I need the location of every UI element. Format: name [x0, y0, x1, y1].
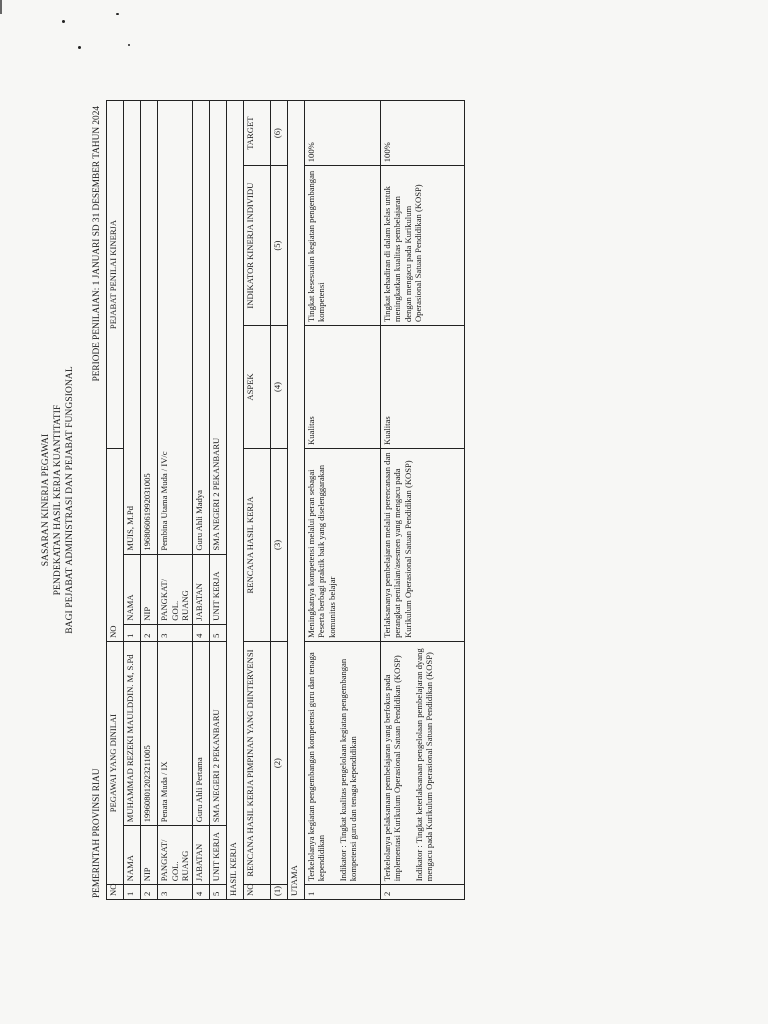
column-number-row	[270, 101, 287, 900]
field-value: Pembina Utama Muda / IV/c	[158, 101, 193, 555]
section-row	[226, 101, 243, 900]
field-value: MUIS, M.Pd	[124, 101, 141, 555]
result-no: 2	[380, 885, 464, 900]
work-plan: Meningkatnya kompetensi melalui peran sebagai Peserta berbagi praktik baik yang diselenggarakan komunitas belajar	[304, 448, 380, 641]
section-label: HASIL KERJA	[226, 101, 243, 900]
row-no: 3	[158, 885, 193, 900]
field-label: NIP	[141, 554, 158, 624]
indicator: Tingkat kesesuaian kegiatan pengembangan kompetensi	[304, 166, 380, 326]
col-header-target: TARGET	[243, 101, 270, 166]
field-label: UNIT KERJA	[209, 826, 226, 885]
scan-speck	[62, 20, 65, 23]
leader-plan-cell	[380, 641, 464, 884]
aspect: Kualitas	[380, 326, 464, 449]
col-number: (1)	[270, 885, 287, 900]
col-header-leader-plan: RENCANA HASIL KERJA PIMPINAN YANG DIINTERVENSI	[243, 641, 270, 884]
col-header-indicator: INDIKATOR KINERJA INDIVIDU	[243, 166, 270, 326]
row-no: 3	[158, 624, 193, 641]
header-subtitle: PENDEKATAN HASIL KERJA KUANTITATIF	[53, 404, 63, 596]
header-subtitle-2: BAGI PEJABAT ADMINISTRASI DAN PEJABAT FUNGSIONAL	[65, 366, 75, 634]
identity-row	[209, 101, 226, 900]
result-no: 1	[304, 885, 380, 900]
row-no: 4	[192, 624, 209, 641]
field-label: JABATAN	[192, 826, 209, 885]
scan-speck	[78, 46, 81, 49]
field-label: NIP	[141, 826, 158, 885]
document-header	[40, 100, 76, 900]
leader-plan-indicator: Indikator : Tingkat kualitas pengelolaan kegiatan pengembangan kompetensi guru dan tenaga kependidikan	[337, 658, 358, 882]
field-value: Guru Ahli Madya	[192, 101, 209, 555]
field-value: MUHAMMAD REZEKI MAULDDIN. M, S.Pd	[124, 641, 141, 825]
result-row	[304, 101, 380, 900]
identity-row	[158, 101, 193, 900]
skp-table	[106, 100, 465, 900]
result-row	[380, 101, 464, 900]
field-value: Guru Ahli Pertama	[192, 641, 209, 825]
field-value: SMA NEGERI 2 PEKANBARU	[209, 101, 226, 555]
scan-speck	[128, 44, 130, 46]
assessment-period: PERIODE PENILAIAN: 1 JANUARI SD 31 DESEMBER TAHUN 2024	[92, 106, 102, 382]
field-value: 196806061992031005	[141, 101, 158, 555]
col-number: (3)	[270, 448, 287, 641]
field-label: NAMA	[124, 826, 141, 885]
row-no: 4	[192, 885, 209, 900]
field-value: 199608012023211005	[141, 641, 158, 825]
leader-plan: Terkelolanya kegiatan pengembangan kompetensi guru dan tenaga kependidikan	[305, 652, 326, 882]
work-plan: Terlaksananya pembelajaran melalui perencanaan dan perangkat penilaian/asesmen yang mengacu pada Kurikulum Operasional Satuan Pendidikan (KOSP)	[380, 448, 464, 641]
field-label: PANGKAT/ GOL. RUANG	[158, 826, 193, 885]
scan-edge-mark	[0, 0, 2, 14]
field-label: NAMA	[124, 554, 141, 624]
header-title: SASARAN KINERJA PEGAWAI	[41, 433, 51, 567]
field-label: PANGKAT/ GOL. RUANG	[158, 554, 193, 624]
rotated-document	[40, 100, 724, 900]
field-value: Penata Muda / IX	[158, 641, 193, 825]
field-label: JABATAN	[192, 554, 209, 624]
col-number: (2)	[270, 641, 287, 884]
col-number: (4)	[270, 326, 287, 449]
row-no: 1	[124, 885, 141, 900]
row-no: 2	[141, 624, 158, 641]
identity-row	[192, 101, 209, 900]
leader-plan: Terkelolanya pelaksanaan pembelajaran yang berfokus pada implementasi Kurikulum Operasional Satuan Pendidikan (KOSP)	[381, 655, 402, 882]
col-header-no: NO	[243, 885, 270, 900]
indicator: Tingkat kehadiran di dalam kelas untuk meningkatkan kualitas pembelajaran dengan mengacu pada Kurikulum Operasional Satuan Pendidikan (KOSP)	[380, 166, 464, 326]
row-no: 2	[141, 885, 158, 900]
row-no: 1	[124, 624, 141, 641]
field-label: UNIT KERJA	[209, 554, 226, 624]
result-header-row	[243, 101, 270, 900]
col-number: (6)	[270, 101, 287, 166]
identity-header-row	[107, 101, 124, 900]
aspect: Kualitas	[304, 326, 380, 449]
scan-speck	[116, 13, 119, 15]
agency-name: PEMERINTAH PROVINSI RIAU	[92, 768, 102, 898]
leader-plan-indicator: Indikator : Tingkat keterlaksanaan pengelolaan pembelajaran dyang mengacu pada Kurikulum Operasional Satuan Pendidikan (KOSP)	[413, 648, 434, 882]
col-number: (5)	[270, 166, 287, 326]
rater-title: PEJABAT PENILAI KINERJA	[107, 101, 124, 449]
col-no-right: NO	[107, 448, 124, 641]
identity-row	[124, 101, 141, 900]
group-row	[287, 101, 304, 900]
group-label: UTAMA	[287, 101, 304, 900]
field-value: SMA NEGERI 2 PEKANBARU	[209, 641, 226, 825]
identity-row	[141, 101, 158, 900]
row-no: 5	[209, 885, 226, 900]
col-header-work-plan: RENCANA HASIL KERJA	[243, 448, 270, 641]
leader-plan-cell	[304, 641, 380, 884]
target: 100%	[380, 101, 464, 166]
target: 100%	[304, 101, 380, 166]
col-header-aspect: ASPEK	[243, 326, 270, 449]
row-no: 5	[209, 624, 226, 641]
rated-employee-title: PEGAWAI YANG DINILAI	[107, 641, 124, 884]
col-no: NO	[107, 885, 124, 900]
